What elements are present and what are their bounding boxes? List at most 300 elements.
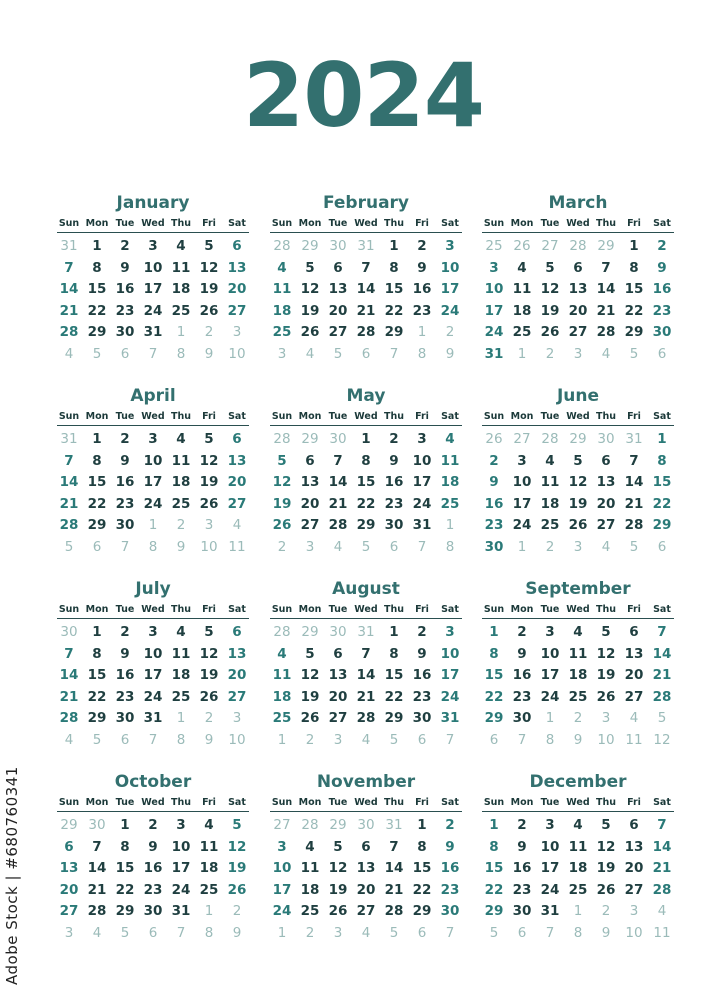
day-cell: 11: [199, 838, 219, 855]
day-cell: 14: [652, 838, 672, 855]
weekday-label: Wed: [566, 797, 590, 808]
day-cell: 26: [199, 688, 219, 705]
weekday-label: Thu: [595, 604, 616, 615]
adjacent-day-cell: 29: [569, 431, 587, 447]
weekday-label: Sat: [441, 797, 459, 808]
adjacent-day-cell: 7: [445, 924, 455, 941]
day-cell: 21: [328, 495, 348, 512]
day-cell: 19: [227, 860, 247, 876]
day-cell: 7: [657, 624, 667, 640]
week-row: [268, 730, 464, 752]
day-cell: 27: [624, 688, 644, 705]
day-cell: 4: [204, 817, 214, 833]
adjacent-day-cell: 5: [120, 924, 130, 941]
day-cell: 12: [227, 838, 247, 855]
day-cell: 4: [176, 238, 186, 254]
day-cell: 12: [568, 474, 588, 490]
day-cell: 14: [328, 474, 348, 490]
day-cell: 14: [596, 281, 616, 297]
adjacent-day-cell: 27: [513, 431, 531, 447]
adjacent-day-cell: 1: [517, 345, 527, 362]
day-cell: 7: [389, 838, 399, 855]
day-cell: 5: [305, 645, 315, 662]
day-cell: 20: [227, 281, 247, 297]
day-cell: 6: [629, 624, 639, 640]
week-row: [55, 708, 251, 730]
weekday-label: Mon: [510, 604, 534, 615]
adjacent-day-cell: 11: [625, 731, 643, 748]
adjacent-day-cell: 1: [176, 710, 186, 726]
header-divider: [482, 425, 674, 426]
month-june: [480, 385, 676, 558]
adjacent-day-cell: 4: [333, 538, 343, 555]
day-cell: 11: [171, 452, 191, 469]
weekday-label: Fri: [627, 218, 641, 229]
day-cell: 12: [199, 259, 219, 276]
week-row: [268, 344, 464, 366]
day-cell: 12: [199, 645, 219, 662]
adjacent-day-cell: 6: [417, 731, 427, 748]
adjacent-day-cell: 29: [597, 238, 615, 254]
day-cell: 15: [484, 860, 504, 876]
day-cell: 30: [512, 903, 532, 919]
week-row: [268, 515, 464, 537]
day-cell: 18: [171, 281, 191, 297]
month-august: [268, 578, 464, 751]
day-cell: 27: [624, 881, 644, 898]
day-cell: 18: [272, 302, 292, 319]
weekday-label: Sat: [228, 797, 246, 808]
day-cell: 28: [356, 324, 376, 340]
day-cell: 28: [87, 903, 107, 919]
adjacent-day-cell: 11: [653, 924, 671, 941]
header-divider: [270, 232, 462, 233]
header-divider: [482, 618, 674, 619]
adjacent-day-cell: 5: [489, 924, 499, 941]
day-cell: 19: [540, 302, 560, 319]
day-cell: 29: [384, 710, 404, 726]
day-cell: 13: [624, 645, 644, 662]
day-cell: 2: [445, 817, 455, 833]
weekday-label: Sat: [441, 604, 459, 615]
adjacent-day-cell: 7: [148, 345, 158, 362]
day-cell: 9: [120, 645, 130, 662]
day-cell: 12: [199, 452, 219, 469]
day-cell: 14: [624, 474, 644, 490]
adjacent-day-cell: 9: [573, 731, 583, 748]
day-cell: 21: [356, 688, 376, 705]
day-cell: 18: [272, 688, 292, 705]
day-cell: 8: [361, 452, 371, 469]
day-cell: 6: [232, 238, 242, 254]
week-row: [55, 236, 251, 258]
weekday-header: [480, 602, 676, 617]
week-row: [480, 322, 676, 344]
day-cell: 20: [568, 302, 588, 319]
adjacent-day-cell: 4: [64, 345, 74, 362]
day-cell: 15: [624, 281, 644, 297]
day-cell: 5: [333, 838, 343, 855]
day-cell: 1: [489, 817, 499, 833]
day-cell: 10: [440, 645, 460, 662]
day-cell: 17: [512, 495, 532, 512]
adjacent-day-cell: 4: [601, 345, 611, 362]
day-cell: 13: [59, 860, 79, 876]
day-cell: 8: [417, 838, 427, 855]
day-cell: 4: [573, 624, 583, 640]
day-cell: 29: [356, 517, 376, 533]
adjacent-day-cell: 6: [148, 924, 158, 941]
day-cell: 10: [512, 474, 532, 490]
day-cell: 22: [384, 302, 404, 319]
day-cell: 9: [120, 452, 130, 469]
adjacent-day-cell: 31: [357, 624, 375, 640]
day-cell: 7: [361, 259, 371, 276]
month-name: August: [332, 579, 400, 599]
adjacent-day-cell: 5: [92, 731, 102, 748]
day-cell: 16: [652, 281, 672, 297]
day-cell: 10: [484, 281, 504, 297]
day-cell: 6: [333, 259, 343, 276]
weekday-header: [55, 216, 251, 231]
weekday-label: Sat: [228, 218, 246, 229]
month-name: December: [529, 772, 627, 792]
weekday-label: Mon: [85, 604, 109, 615]
day-cell: 11: [300, 860, 320, 876]
adjacent-day-cell: 5: [64, 538, 74, 555]
day-cell: 29: [384, 324, 404, 340]
adjacent-day-cell: 7: [445, 731, 455, 748]
weekday-label: Wed: [354, 218, 378, 229]
day-cell: 1: [92, 431, 102, 447]
day-cell: 18: [512, 302, 532, 319]
day-cell: 17: [540, 667, 560, 683]
adjacent-day-cell: 10: [625, 924, 643, 941]
day-cell: 14: [87, 860, 107, 876]
week-row: [55, 837, 251, 859]
day-cell: 5: [305, 259, 315, 276]
adjacent-day-cell: 4: [657, 903, 667, 919]
adjacent-day-cell: 31: [60, 238, 78, 254]
adjacent-day-cell: 4: [601, 538, 611, 555]
day-cell: 30: [512, 710, 532, 726]
day-cell: 14: [384, 860, 404, 876]
day-cell: 7: [92, 838, 102, 855]
day-cell: 21: [624, 495, 644, 512]
month-july: [55, 578, 251, 751]
day-cell: 13: [300, 474, 320, 490]
day-cell: 5: [204, 431, 214, 447]
day-cell: 30: [115, 710, 135, 726]
day-cell: 3: [545, 624, 555, 640]
week-row: [480, 472, 676, 494]
day-cell: 10: [143, 259, 163, 276]
day-cell: 21: [652, 860, 672, 876]
adjacent-day-cell: 3: [573, 538, 583, 555]
week-row: [268, 279, 464, 301]
adjacent-day-cell: 30: [60, 624, 78, 640]
day-cell: 19: [596, 860, 616, 876]
adjacent-day-cell: 1: [277, 731, 287, 748]
day-cell: 24: [440, 688, 460, 705]
week-row: [55, 687, 251, 709]
day-cell: 9: [389, 452, 399, 469]
day-cell: 28: [652, 688, 672, 705]
day-cell: 1: [417, 817, 427, 833]
adjacent-day-cell: 26: [513, 238, 531, 254]
day-cell: 26: [328, 903, 348, 919]
day-cell: 6: [573, 259, 583, 276]
day-cell: 15: [87, 474, 107, 490]
header-divider: [57, 232, 249, 233]
day-cell: 26: [199, 495, 219, 512]
week-row: [268, 880, 464, 902]
adjacent-day-cell: 28: [301, 817, 319, 833]
day-cell: 25: [171, 495, 191, 512]
day-cell: 11: [540, 474, 560, 490]
adjacent-day-cell: 6: [389, 538, 399, 555]
adjacent-day-cell: 2: [545, 345, 555, 362]
day-cell: 18: [171, 474, 191, 490]
day-cell: 21: [596, 302, 616, 319]
day-cell: 29: [652, 517, 672, 533]
day-cell: 28: [596, 324, 616, 340]
day-cell: 17: [484, 302, 504, 319]
day-cell: 16: [384, 474, 404, 490]
day-cell: 15: [652, 474, 672, 490]
day-cell: 29: [115, 903, 135, 919]
day-cell: 20: [59, 881, 79, 898]
adjacent-day-cell: 5: [389, 924, 399, 941]
day-cell: 2: [657, 238, 667, 254]
month-name: January: [116, 193, 190, 213]
day-cell: 1: [92, 238, 102, 254]
day-cell: 14: [59, 281, 79, 297]
day-cell: 19: [199, 667, 219, 683]
week-row: [480, 429, 676, 451]
day-cell: 27: [328, 710, 348, 726]
day-cell: 4: [176, 431, 186, 447]
day-cell: 25: [171, 302, 191, 319]
day-cell: 10: [412, 452, 432, 469]
day-cell: 16: [512, 667, 532, 683]
weekday-label: Sun: [58, 218, 80, 229]
day-cell: 16: [115, 281, 135, 297]
weekday-label: Tue: [115, 411, 135, 422]
adjacent-day-cell: 6: [92, 538, 102, 555]
weekday-label: Fri: [415, 604, 429, 615]
adjacent-day-cell: 4: [92, 924, 102, 941]
week-row: [480, 687, 676, 709]
adjacent-day-cell: 7: [545, 924, 555, 941]
weekday-label: Fri: [202, 604, 216, 615]
day-cell: 9: [517, 838, 527, 855]
day-cell: 5: [277, 452, 287, 469]
weekday-header: [480, 795, 676, 810]
day-cell: 7: [361, 645, 371, 662]
adjacent-day-cell: 28: [273, 238, 291, 254]
day-cell: 6: [361, 838, 371, 855]
day-cell: 9: [657, 259, 667, 276]
weekday-label: Tue: [540, 604, 560, 615]
day-cell: 14: [356, 667, 376, 683]
weekday-header: [480, 409, 676, 424]
day-cell: 5: [601, 817, 611, 833]
day-cell: 26: [272, 517, 292, 533]
day-cell: 25: [568, 688, 588, 705]
day-cell: 8: [489, 838, 499, 855]
month-name: February: [322, 193, 410, 213]
adjacent-day-cell: 8: [545, 731, 555, 748]
adjacent-day-cell: 3: [232, 324, 242, 340]
header-divider: [57, 425, 249, 426]
adjacent-day-cell: 2: [573, 710, 583, 726]
day-cell: 24: [412, 495, 432, 512]
week-row: [480, 537, 676, 559]
day-cell: 22: [652, 495, 672, 512]
day-cell: 25: [568, 881, 588, 898]
weekday-label: Tue: [328, 411, 348, 422]
day-cell: 13: [227, 645, 247, 662]
adjacent-day-cell: 6: [517, 924, 527, 941]
day-cell: 7: [64, 259, 74, 276]
adjacent-day-cell: 8: [176, 731, 186, 748]
day-cell: 20: [227, 474, 247, 490]
day-cell: 31: [171, 903, 191, 919]
day-cell: 21: [356, 302, 376, 319]
adjacent-day-cell: 6: [657, 538, 667, 555]
week-row: [55, 815, 251, 837]
day-cell: 15: [384, 667, 404, 683]
week-row: [480, 923, 676, 945]
week-row: [268, 644, 464, 666]
adjacent-day-cell: 6: [361, 345, 371, 362]
day-cell: 9: [445, 838, 455, 855]
day-cell: 8: [92, 645, 102, 662]
week-row: [268, 687, 464, 709]
day-cell: 24: [484, 324, 504, 340]
day-cell: 20: [300, 495, 320, 512]
week-row: [55, 858, 251, 880]
adjacent-day-cell: 2: [204, 324, 214, 340]
adjacent-day-cell: 29: [301, 431, 319, 447]
week-row: [480, 622, 676, 644]
day-cell: 16: [143, 860, 163, 876]
day-cell: 14: [59, 474, 79, 490]
weekday-label: Fri: [415, 797, 429, 808]
day-cell: 17: [540, 860, 560, 876]
day-cell: 1: [629, 238, 639, 254]
day-cell: 8: [489, 645, 499, 662]
adjacent-day-cell: 11: [228, 538, 246, 555]
adjacent-day-cell: 28: [569, 238, 587, 254]
weekday-label: Wed: [354, 411, 378, 422]
day-cell: 29: [87, 324, 107, 340]
week-row: [55, 472, 251, 494]
day-cell: 10: [540, 645, 560, 662]
adjacent-day-cell: 29: [60, 817, 78, 833]
week-row: [480, 901, 676, 923]
day-cell: 15: [384, 281, 404, 297]
day-cell: 18: [568, 860, 588, 876]
day-cell: 17: [143, 281, 163, 297]
day-cell: 19: [300, 302, 320, 319]
month-name: May: [346, 386, 386, 406]
day-cell: 31: [143, 324, 163, 340]
adjacent-day-cell: 30: [329, 431, 347, 447]
week-row: [268, 472, 464, 494]
adjacent-day-cell: 6: [657, 345, 667, 362]
week-row: [480, 494, 676, 516]
day-cell: 18: [300, 881, 320, 898]
adjacent-day-cell: 7: [389, 345, 399, 362]
weekday-label: Tue: [115, 797, 135, 808]
day-cell: 17: [440, 667, 460, 683]
week-row: [55, 301, 251, 323]
weekday-label: Tue: [328, 797, 348, 808]
day-cell: 24: [540, 688, 560, 705]
week-row: [55, 923, 251, 945]
week-row: [480, 644, 676, 666]
weekday-label: Fri: [202, 218, 216, 229]
day-cell: 9: [517, 645, 527, 662]
day-cell: 14: [652, 645, 672, 662]
day-cell: 20: [624, 860, 644, 876]
adjacent-day-cell: 5: [629, 345, 639, 362]
day-cell: 8: [389, 645, 399, 662]
weekday-label: Thu: [170, 604, 191, 615]
adjacent-day-cell: 9: [601, 924, 611, 941]
weekday-label: Tue: [540, 411, 560, 422]
weekday-label: Tue: [115, 218, 135, 229]
weekday-label: Mon: [298, 604, 322, 615]
adjacent-day-cell: 30: [597, 431, 615, 447]
weekday-label: Fri: [627, 604, 641, 615]
adjacent-day-cell: 1: [176, 324, 186, 340]
week-row: [480, 837, 676, 859]
adjacent-day-cell: 2: [545, 538, 555, 555]
week-row: [55, 880, 251, 902]
day-cell: 12: [300, 667, 320, 683]
day-cell: 16: [512, 860, 532, 876]
adjacent-day-cell: 9: [204, 345, 214, 362]
day-cell: 7: [629, 452, 639, 469]
week-row: [480, 344, 676, 366]
day-cell: 6: [629, 817, 639, 833]
adjacent-day-cell: 8: [573, 924, 583, 941]
weekday-label: Wed: [354, 604, 378, 615]
day-cell: 3: [545, 817, 555, 833]
weekday-label: Tue: [540, 797, 560, 808]
day-cell: 21: [652, 667, 672, 683]
calendar-year-title: 2024: [243, 44, 484, 147]
adjacent-day-cell: 2: [204, 710, 214, 726]
day-cell: 4: [573, 817, 583, 833]
adjacent-day-cell: 3: [64, 924, 74, 941]
adjacent-day-cell: 9: [445, 345, 455, 362]
adjacent-day-cell: 1: [545, 710, 555, 726]
weekday-label: Sun: [271, 604, 293, 615]
weekday-label: Fri: [627, 797, 641, 808]
week-row: [268, 858, 464, 880]
day-cell: 25: [272, 710, 292, 726]
day-cell: 16: [440, 860, 460, 876]
week-row: [55, 537, 251, 559]
week-row: [55, 429, 251, 451]
day-cell: 17: [440, 281, 460, 297]
day-cell: 31: [412, 517, 432, 533]
day-cell: 2: [417, 238, 427, 254]
